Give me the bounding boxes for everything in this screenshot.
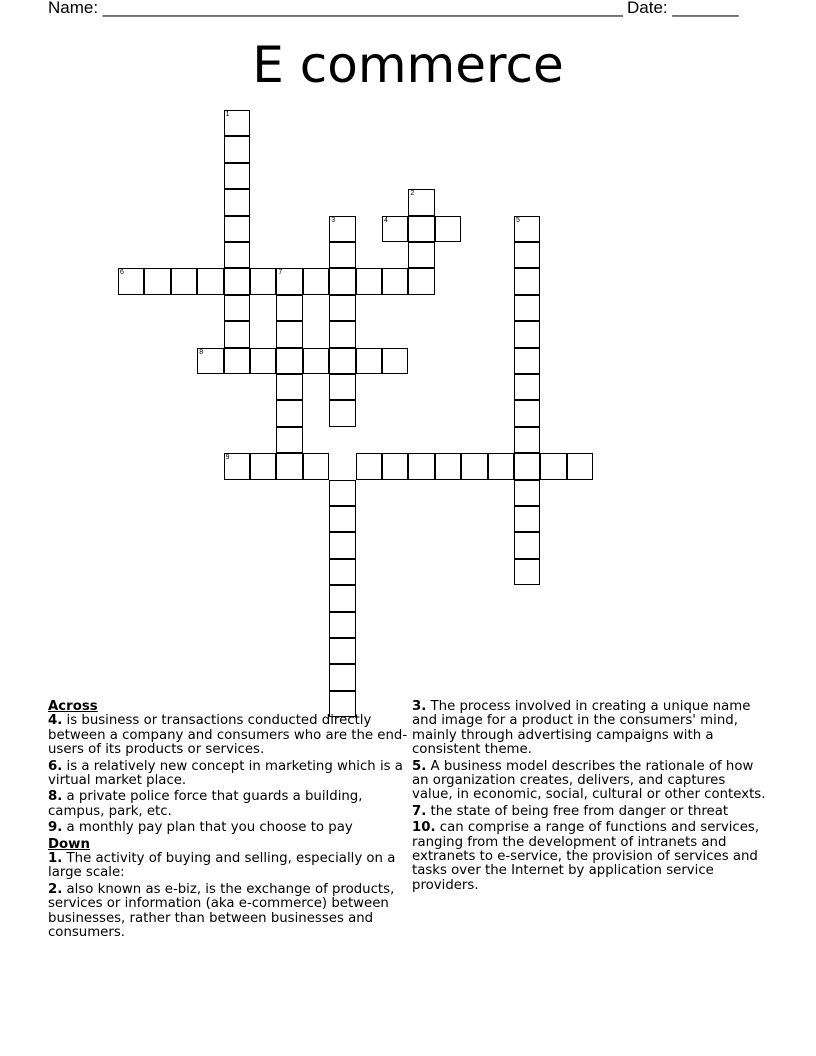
grid-cell[interactable] xyxy=(514,400,540,426)
grid-cell[interactable] xyxy=(567,453,593,479)
grid-cell[interactable] xyxy=(329,321,355,347)
puzzle-title: E commerce xyxy=(252,36,564,94)
grid-cell[interactable] xyxy=(408,216,434,242)
grid-cell[interactable] xyxy=(197,348,223,374)
cell-number: 2 xyxy=(410,190,415,198)
grid-cell[interactable] xyxy=(250,268,276,294)
name-field[interactable]: Name: _______________________________________________________ xyxy=(48,0,623,17)
grid-cell[interactable] xyxy=(540,453,566,479)
clues-left-column xyxy=(48,700,408,943)
cell-number: 6 xyxy=(120,269,124,277)
grid-cell[interactable] xyxy=(514,268,540,294)
clue-text: The process involved in creating a unique name and image for a product in the consumers' mind, mainly through advertising campaigns with a consistent theme. xyxy=(412,699,751,758)
clue-number: 9. xyxy=(48,820,63,836)
grid-cell[interactable] xyxy=(224,110,250,136)
grid-cell[interactable] xyxy=(329,374,355,400)
grid-cell[interactable] xyxy=(382,453,408,479)
grid-cell[interactable] xyxy=(514,295,540,321)
clue-across-6 xyxy=(48,760,408,789)
grid-cell[interactable] xyxy=(435,453,461,479)
date-field[interactable]: Date: _______ xyxy=(627,0,739,17)
grid-cell[interactable] xyxy=(514,242,540,268)
grid-cell[interactable] xyxy=(276,374,302,400)
grid-cell[interactable] xyxy=(329,585,355,611)
grid-cell[interactable] xyxy=(329,348,355,374)
grid-cell[interactable] xyxy=(303,453,329,479)
grid-cell[interactable] xyxy=(329,480,355,506)
grid-cell[interactable] xyxy=(303,268,329,294)
clue-text: also known as e-biz, is the exchange of products, services or information (aka e-commerce) between businesses, rather than between businesses and consumers. xyxy=(48,881,395,941)
grid-cell[interactable] xyxy=(382,216,408,242)
grid-cell[interactable] xyxy=(329,268,355,294)
grid-cell[interactable] xyxy=(514,427,540,453)
grid-cell[interactable] xyxy=(408,453,434,479)
clue-number: 6. xyxy=(48,758,63,774)
clue-text: can comprise a range of functions and services, ranging from the development of intranets and extranets to e-service, the provision of services and tasks over the Internet by application service providers. xyxy=(412,820,760,893)
grid-cell[interactable] xyxy=(224,453,250,479)
grid-cell[interactable] xyxy=(329,612,355,638)
clue-across-4 xyxy=(48,714,408,757)
clue-text: The activity of buying and selling, especially on a large scale: xyxy=(48,851,396,881)
grid-cell[interactable] xyxy=(408,189,434,215)
grid-cell[interactable] xyxy=(461,453,487,479)
clue-text: the state of being free from danger or threat xyxy=(426,803,729,819)
clue-down-5 xyxy=(412,760,768,803)
cell-number: 8 xyxy=(199,348,204,356)
grid-cell[interactable] xyxy=(329,295,355,321)
grid-cell[interactable] xyxy=(329,242,355,268)
grid-cell[interactable] xyxy=(356,348,382,374)
grid-cell[interactable] xyxy=(382,268,408,294)
clue-number: 4. xyxy=(48,713,63,729)
clue-text: A business model describes the rationale of how an organization creates, delivers, and captures value, in economic, social, cultural or other contexts. xyxy=(412,758,766,803)
grid-cell[interactable] xyxy=(224,295,250,321)
grid-cell[interactable] xyxy=(224,348,250,374)
grid-cell[interactable] xyxy=(276,427,302,453)
grid-cell[interactable] xyxy=(276,453,302,479)
grid-cell[interactable] xyxy=(224,163,250,189)
grid-cell[interactable] xyxy=(250,453,276,479)
clue-number: 3. xyxy=(412,699,427,714)
grid-cell[interactable] xyxy=(250,348,276,374)
grid-cell[interactable] xyxy=(329,532,355,558)
clue-number: 10. xyxy=(412,820,436,836)
grid-cell[interactable] xyxy=(329,638,355,664)
grid-cell[interactable] xyxy=(224,216,250,242)
grid-cell[interactable] xyxy=(329,559,355,585)
grid-cell[interactable] xyxy=(382,348,408,374)
grid-cell[interactable] xyxy=(514,321,540,347)
clue-down-7 xyxy=(412,805,768,819)
grid-cell[interactable] xyxy=(329,400,355,426)
clue-down-3 xyxy=(412,700,768,758)
clue-number: 2. xyxy=(48,881,63,897)
clue-number: 1. xyxy=(48,851,63,867)
grid-cell[interactable] xyxy=(224,136,250,162)
across-heading: Across xyxy=(48,699,98,714)
grid-cell[interactable] xyxy=(224,189,250,215)
grid-cell[interactable] xyxy=(408,268,434,294)
grid-cell[interactable] xyxy=(514,559,540,585)
clue-text: a monthly pay plan that you choose to pay xyxy=(62,820,353,836)
clue-number: 8. xyxy=(48,789,63,805)
grid-cell[interactable] xyxy=(514,532,540,558)
grid-cell[interactable] xyxy=(276,295,302,321)
cell-number: 7 xyxy=(278,269,283,277)
grid-cell[interactable] xyxy=(303,348,329,374)
cell-number: 5 xyxy=(516,216,520,224)
grid-cell[interactable] xyxy=(514,453,540,479)
clue-number: 5. xyxy=(412,758,427,774)
grid-cell[interactable] xyxy=(276,400,302,426)
clue-text: is a relatively new concept in marketing which is a virtual market place. xyxy=(48,758,403,789)
grid-cell[interactable] xyxy=(514,506,540,532)
grid-cell[interactable] xyxy=(276,268,302,294)
grid-cell[interactable] xyxy=(356,268,382,294)
grid-cell[interactable] xyxy=(224,321,250,347)
clue-text: a private police force that guards a building, campus, park, etc. xyxy=(48,789,363,819)
cell-number: 9 xyxy=(225,454,230,462)
grid-cell[interactable] xyxy=(197,268,223,294)
clue-text: is business or transactions conducted directly between a company and consumers who are the end-users of its products or services. xyxy=(48,713,408,758)
cell-number: 4 xyxy=(384,216,388,224)
cell-number: 3 xyxy=(331,216,336,224)
grid-cell[interactable] xyxy=(329,664,355,690)
clue-down-2 xyxy=(48,883,408,941)
grid-cell[interactable] xyxy=(329,216,355,242)
grid-cell[interactable] xyxy=(224,268,250,294)
grid-cell[interactable] xyxy=(488,453,514,479)
grid-cell[interactable] xyxy=(171,268,197,294)
grid-cell[interactable] xyxy=(514,374,540,400)
clue-across-8 xyxy=(48,790,408,819)
grid-cell[interactable] xyxy=(408,242,434,268)
clue-down-10 xyxy=(412,821,768,893)
grid-cell[interactable] xyxy=(329,506,355,532)
cell-number: 1 xyxy=(225,111,230,118)
clue-number: 7. xyxy=(412,803,427,819)
clues-right-column xyxy=(412,700,768,895)
grid-cell[interactable] xyxy=(514,480,540,506)
grid-cell[interactable] xyxy=(276,348,302,374)
grid-cell[interactable] xyxy=(514,216,540,242)
grid-cell[interactable] xyxy=(514,348,540,374)
clue-across-9 xyxy=(48,821,408,835)
grid-cell[interactable] xyxy=(435,216,461,242)
grid-cell[interactable] xyxy=(224,242,250,268)
down-heading: Down xyxy=(48,836,90,852)
grid-cell[interactable] xyxy=(118,268,144,294)
clue-down-1 xyxy=(48,852,408,881)
grid-cell[interactable] xyxy=(144,268,170,294)
grid-cell[interactable] xyxy=(356,453,382,479)
grid-cell[interactable] xyxy=(276,321,302,347)
